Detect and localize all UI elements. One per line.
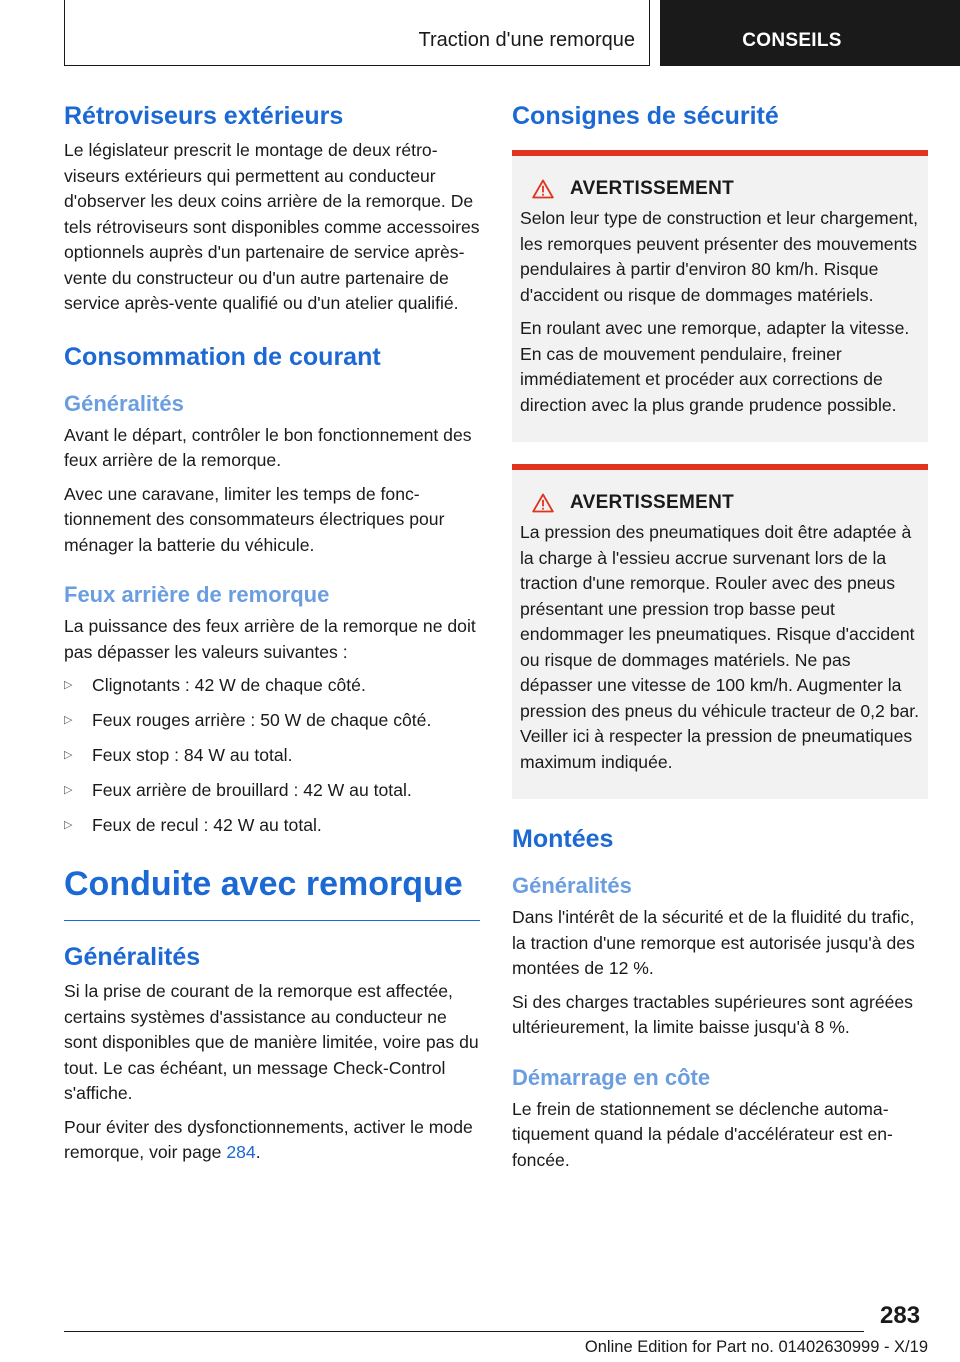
footer-edition: Online Edition for Part no. 01402630999 - X/19	[584, 1338, 928, 1356]
warning-2-paragraph-1: La pression des pneumatiques doit être adaptée à la charge à l'essieu accrue survenant lors de la traction d'une remorque. Rouler avec des pneus présentant une pression trop basse peut endommager les pneumatiques. Risque d'accident ou risque de dommages matériels. Ne pas dépasser une vitesse de 100 km/h. Augmenter la pression des pneus du véhicule tracteur de 0,2 bar. Veiller ici à respecter la pression de pneumatiques maximum indiquée.	[520, 522, 920, 772]
list-item: ▷ Feux stop : 84 W au total.	[64, 743, 480, 769]
paragraph-generalites-3b: Si des charges tractables supérieures sont agréées ultérieurement, la limite baisse jusqu'à 8 %.	[512, 991, 913, 1037]
heading-consignes-securite: Consignes de sécurité	[512, 102, 779, 130]
heading-consommation: Consommation de courant	[64, 342, 381, 371]
left-column	[64, 100, 480, 1174]
footer-divider	[64, 1331, 864, 1332]
warning-title-1	[520, 178, 920, 200]
page-number: 283	[880, 1302, 921, 1329]
list-item: ▷ Feux arrière de brouillard : 42 W au total.	[64, 778, 480, 804]
subheading-feux-arriere: Feux arrière de remorque	[64, 582, 330, 607]
list-item: ▷ Feux rouges arrière : 50 W de chaque côté.	[64, 708, 480, 734]
warning-1-paragraph-2: En roulant avec une remorque, adapter la vitesse. En cas de mouvement pendulaire, freiner immédiatement et procéder aux corrections de direction avec la plus grande prudence possible.	[520, 318, 910, 415]
paragraph-generalites-2a: Si la prise de courant de la remorque est affectée, certains systèmes d'assistance au conducteur ne sont disponibles que de manière limitée, voire pas du tout. Le cas échéant, un message Check-Control s'affiche.	[64, 981, 479, 1103]
subheading-generalites-2: Généralités	[64, 943, 201, 971]
warning-label-1: AVERTISSEMENT	[570, 178, 735, 199]
heading-montees: Montées	[512, 825, 614, 853]
paragraph-generalites-2b: Pour éviter des dysfonctionnements, activer le mode remorque, voir page 284.	[64, 1116, 473, 1162]
feux-bullet-list	[64, 673, 480, 839]
paragraph-demarrage-cote: Le frein de stationnement se déclenche automatiquement quand la pédale d'accélérateur est enfoncée.	[512, 1098, 893, 1170]
warning-box-1	[512, 150, 928, 442]
triangle-bullet-icon: ▷	[64, 714, 73, 726]
page-link-284[interactable]: 284	[226, 1142, 256, 1162]
paragraph-generalites-1b: Avec une caravane, limiter les temps de fonctionnement des consommateurs électriques pour ménager la batterie du véhicule.	[64, 483, 445, 555]
triangle-bullet-icon: ▷	[64, 749, 73, 761]
header-section-title: Traction d'une remorque	[418, 29, 635, 51]
header-chapter-label: CONSEILS	[742, 30, 842, 51]
warning-1-paragraph-1: Selon leur type de construction et leur chargement, les remorques peuvent présenter des mouvements pendulaires à partir d'environ 80 km/h. Risque d'accident ou risque de dommages matériels.	[520, 208, 919, 305]
triangle-bullet-icon: ▷	[64, 819, 73, 831]
heading-conduite-remorque: Conduite avec remorque	[64, 862, 480, 921]
paragraph-generalites-1a: Avant le départ, contrôler le bon fonctionnement des feux arrière de la remorque.	[64, 424, 472, 470]
list-item: ▷ Feux de recul : 42 W au total.	[64, 813, 480, 839]
list-item: ▷ Clignotants : 42 W de chaque côté.	[64, 673, 480, 699]
warning-triangle-icon	[532, 179, 554, 199]
paragraph-generalites-3a: Dans l'intérêt de la sécurité et de la fluidité du trafic, la traction d'une remorque est autorisée jusqu'à des montées de 12 %.	[512, 907, 915, 978]
triangle-bullet-icon: ▷	[64, 679, 73, 691]
triangle-bullet-icon: ▷	[64, 784, 73, 796]
warning-label-2: AVERTISSEMENT	[570, 492, 735, 513]
warning-title-2	[520, 492, 920, 514]
heading-retroviseurs: Rétroviseurs extérieurs	[64, 102, 344, 130]
subheading-generalites-1: Généralités	[64, 390, 184, 416]
subheading-generalites-3: Généralités	[512, 873, 632, 898]
warning-triangle-icon	[532, 493, 554, 513]
right-column	[512, 100, 928, 1181]
header-section-box	[64, 0, 650, 66]
paragraph-retroviseurs: Le législateur prescrit le montage de deux rétroviseurs extérieurs qui permettent au conducteur d'observer les deux coins arrière de la remorque. De tels rétroviseurs sont disponibles comme accessoires optionnels auprès d'un partenaire de service après-vente du constructeur ou d'un autre partenaire de service après-vente qualifié ou d'un atelier qualifié.	[64, 140, 480, 313]
paragraph-feux-arriere: La puissance des feux arrière de la remorque ne doit pas dépasser les valeurs suivantes :	[64, 616, 476, 662]
header-chapter-tab	[660, 0, 960, 66]
subheading-demarrage-cote: Démarrage en côte	[512, 1064, 711, 1090]
warning-box-2	[512, 464, 928, 799]
